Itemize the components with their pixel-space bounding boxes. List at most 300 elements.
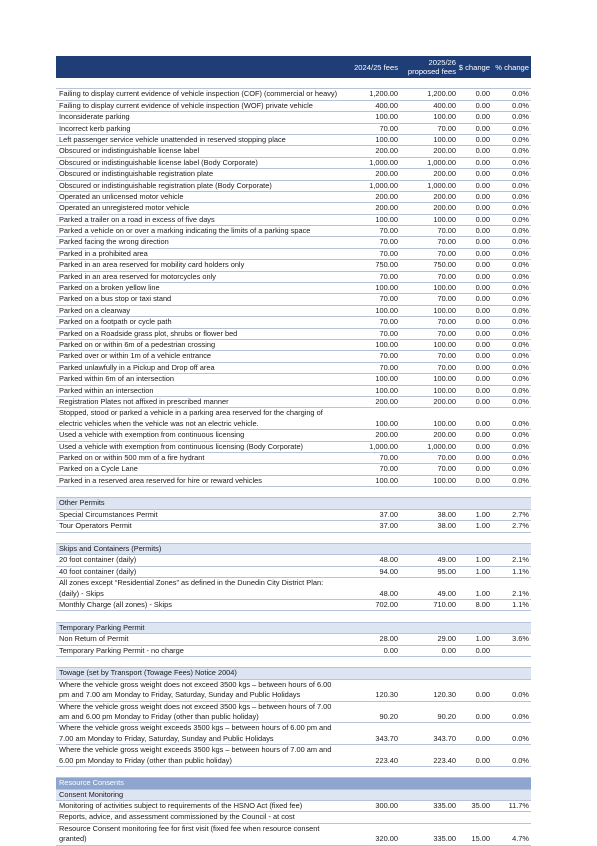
- header-2025-fees-line2: proposed fees: [407, 67, 456, 76]
- percent-change: 0.0%: [512, 339, 529, 349]
- fee-description: Stopped, stood or parked a vehicle in a parking area reserved for the charging of electric vehicles when the vehicle was not an electric vehicle.: [59, 408, 323, 428]
- fee-2024-25: 200.00: [375, 146, 398, 156]
- section-heading-label: Temporary Parking Permit: [59, 622, 145, 632]
- fee-2025-26: 223.40: [433, 755, 456, 765]
- table-row: [56, 89, 531, 100]
- fee-2025-26: 100.00: [433, 283, 456, 293]
- table-row: [56, 386, 531, 397]
- fee-2025-26: 70.00: [437, 294, 456, 304]
- table-row: [56, 646, 531, 657]
- fee-2025-26: 38.00: [437, 521, 456, 531]
- fee-2024-25: 28.00: [379, 634, 398, 644]
- percent-change: 0.0%: [512, 283, 529, 293]
- section-heading: [56, 790, 531, 801]
- fee-2024-25: 120.30: [375, 690, 398, 700]
- percent-change: 1.1%: [512, 566, 529, 576]
- table-row: [56, 112, 531, 123]
- percent-change: 0.0%: [512, 430, 529, 440]
- dollar-change: 1.00: [475, 634, 490, 644]
- fee-description: Parked on a clearway: [59, 305, 131, 315]
- table-row: [56, 181, 531, 192]
- percent-change: 0.0%: [512, 305, 529, 315]
- fee-2024-25: 70.00: [379, 271, 398, 281]
- dollar-change: 0.00: [475, 100, 490, 110]
- fee-2024-25: 100.00: [375, 305, 398, 315]
- fee-2025-26: 1,200.00: [427, 89, 456, 99]
- percent-change: 0.0%: [512, 385, 529, 395]
- table-row: [56, 124, 531, 135]
- percent-change: 0.0%: [512, 755, 529, 765]
- fee-2024-25: 200.00: [375, 396, 398, 406]
- table-row: [56, 430, 531, 441]
- dollar-change: 1.00: [475, 509, 490, 519]
- dollar-change: 0.00: [475, 271, 490, 281]
- percent-change: 0.0%: [512, 294, 529, 304]
- fee-2024-25: 0.00: [383, 645, 398, 655]
- fee-description: Parked over or within 1m of a vehicle entrance: [59, 351, 211, 361]
- fee-2024-25: 200.00: [375, 169, 398, 179]
- fee-2025-26: 200.00: [433, 430, 456, 440]
- dollar-change: 1.00: [475, 566, 490, 576]
- fee-2025-26: 120.30: [433, 690, 456, 700]
- fee-description: Where the vehicle gross weight exceeds 3500 kgs – between hours of 6.00 pm and 7.00 am Monday to Friday, Saturday, Sunday and Public Holidays: [59, 723, 332, 743]
- spacer-row: [56, 487, 531, 498]
- percent-change: 2.7%: [512, 521, 529, 531]
- fee-2025-26: 100.00: [433, 475, 456, 485]
- dollar-change: 1.00: [475, 521, 490, 531]
- fee-2025-26: 70.00: [437, 317, 456, 327]
- fee-2024-25: 223.40: [375, 755, 398, 765]
- fee-2025-26: 29.00: [437, 634, 456, 644]
- fee-2024-25: 70.00: [379, 328, 398, 338]
- fee-2024-25: 37.00: [379, 509, 398, 519]
- fee-2025-26: 49.00: [437, 555, 456, 565]
- fee-2024-25: 70.00: [379, 248, 398, 258]
- fee-2025-26: 400.00: [433, 100, 456, 110]
- fee-description: Obscured or indistinguishable registration plate (Body Corporate): [59, 180, 272, 190]
- fee-2024-25: 343.70: [375, 733, 398, 743]
- fee-description: Special Circumstances Permit: [59, 509, 158, 519]
- dollar-change: 0.00: [475, 339, 490, 349]
- fee-2024-25: 320.00: [375, 834, 398, 844]
- fee-2025-26: 1,000.00: [427, 441, 456, 451]
- table-row: [56, 158, 531, 169]
- section-heading-label: Skips and Containers (Permits): [59, 544, 162, 554]
- table-row: [56, 169, 531, 180]
- fee-description: Parked on or within 500 mm of a fire hydrant: [59, 452, 205, 462]
- percent-change: 0.0%: [512, 237, 529, 247]
- fee-2025-26: 100.00: [433, 305, 456, 315]
- table-row: [56, 260, 531, 271]
- percent-change: 0.0%: [512, 214, 529, 224]
- table-row: [56, 135, 531, 146]
- fee-description: Parked a trailer on a road in excess of five days: [59, 214, 215, 224]
- fee-description: Registration Plates not affixed in prescribed manner: [59, 396, 229, 406]
- dollar-change: 0.00: [475, 464, 490, 474]
- fee-description: Where the vehicle gross weight does not exceed 3500 kgs – between hours of 6.00 pm and 7.00 am Monday to Friday, Saturday, Sunday and Public Holidays: [59, 679, 332, 700]
- fee-2024-25: 100.00: [375, 418, 398, 428]
- fee-2024-25: 400.00: [375, 100, 398, 110]
- fee-2024-25: 37.00: [379, 521, 398, 531]
- dollar-change: 15.00: [471, 834, 490, 844]
- fee-2025-26: 100.00: [433, 214, 456, 224]
- spacer-row: [56, 611, 531, 622]
- percent-change: 0.0%: [512, 317, 529, 327]
- fee-2025-26: 70.00: [437, 226, 456, 236]
- section-heading: [56, 668, 531, 679]
- fee-2024-25: 200.00: [375, 430, 398, 440]
- fee-description: Parked in a prohibited area: [59, 248, 148, 258]
- fee-description: Used a vehicle with exemption from continuous licensing: [59, 430, 245, 440]
- dollar-change: 0.00: [475, 134, 490, 144]
- dollar-change: 0.00: [475, 385, 490, 395]
- fee-description: Tour Operators Permit: [59, 521, 132, 531]
- dollar-change: 0.00: [475, 191, 490, 201]
- fee-description: Reports, advice, and assessment commissioned by the Council - at cost: [59, 812, 295, 822]
- fee-description: Resource Consent monitoring fee for first visit (fixed fee when resource consent granted): [59, 823, 320, 844]
- fee-2025-26: 100.00: [433, 134, 456, 144]
- fee-description: Parked in an area reserved for mobility card holders only: [59, 260, 245, 270]
- fee-description: Parked in an area reserved for motorcycles only: [59, 271, 216, 281]
- percent-change: 0.0%: [512, 271, 529, 281]
- table-row: [56, 578, 531, 600]
- table-row: [56, 283, 531, 294]
- fee-2025-26: 710.00: [433, 600, 456, 609]
- dollar-change: 0.00: [475, 112, 490, 122]
- table-row: [56, 634, 531, 645]
- fee-description: Parked on a bus stop or taxi stand: [59, 294, 172, 304]
- dollar-change: 0.00: [475, 214, 490, 224]
- fee-2025-26: 90.20: [437, 711, 456, 721]
- dollar-change: 0.00: [475, 89, 490, 99]
- section-heading: [56, 498, 531, 509]
- table-row: [56, 226, 531, 237]
- fee-2024-25: 70.00: [379, 294, 398, 304]
- table-row: [56, 745, 531, 767]
- table-row: [56, 476, 531, 487]
- percent-change: 0.0%: [512, 351, 529, 361]
- fee-2024-25: 100.00: [375, 374, 398, 384]
- dollar-change: 0.00: [475, 418, 490, 428]
- fee-description: Where the vehicle gross weight does not exceed 3500 kgs – between hours of 7.00 am and 6.00 pm Monday to Friday (other than public holiday): [59, 701, 332, 721]
- dollar-change: 0.00: [475, 180, 490, 190]
- dollar-change: 0.00: [475, 441, 490, 451]
- fee-2024-25: 70.00: [379, 237, 398, 247]
- dollar-change: 0.00: [475, 475, 490, 485]
- fee-description: Parked on a broken yellow line: [59, 283, 160, 293]
- dollar-change: 35.00: [471, 801, 490, 811]
- fee-description: Operated an unregistered motor vehicle: [59, 203, 190, 213]
- fee-2025-26: 200.00: [433, 146, 456, 156]
- fee-2025-26: 200.00: [433, 203, 456, 213]
- fee-2025-26: 335.00: [433, 801, 456, 811]
- table-row: [56, 317, 531, 328]
- fee-2024-25: 200.00: [375, 203, 398, 213]
- percent-change: 2.7%: [512, 509, 529, 519]
- percent-change: 0.0%: [512, 146, 529, 156]
- fee-2025-26: 70.00: [437, 237, 456, 247]
- percent-change: 2.1%: [512, 555, 529, 565]
- dollar-change: 0.00: [475, 452, 490, 462]
- percent-change: 0.0%: [512, 362, 529, 372]
- dollar-change: 0.00: [475, 396, 490, 406]
- percent-change: 0.0%: [512, 328, 529, 338]
- section-heading: [56, 778, 531, 789]
- table-row: [56, 329, 531, 340]
- table-row: [56, 306, 531, 317]
- fee-2025-26: 70.00: [437, 328, 456, 338]
- fee-2024-25: 1,000.00: [369, 180, 398, 190]
- table-row: [56, 272, 531, 283]
- fee-description: Monitoring of activities subject to requirements of the HSNO Act (fixed fee): [59, 801, 303, 811]
- percent-change: 0.0%: [512, 475, 529, 485]
- dollar-change: 0.00: [475, 203, 490, 213]
- fee-2024-25: 100.00: [375, 475, 398, 485]
- fee-2024-25: 1,000.00: [369, 441, 398, 451]
- fee-description: Parked within 6m of an intersection: [59, 374, 175, 384]
- table-row: [56, 397, 531, 408]
- fee-2025-26: 38.00: [437, 509, 456, 519]
- table-row: [56, 374, 531, 385]
- percent-change: 3.6%: [512, 634, 529, 644]
- fee-description: Operated an unlicensed motor vehicle: [59, 191, 184, 201]
- section-heading-label: Towage (set by Transport (Towage Fees) Notice 2004): [59, 668, 237, 678]
- percent-change: 0.0%: [512, 169, 529, 179]
- dollar-change: 0.00: [475, 317, 490, 327]
- fee-2024-25: 70.00: [379, 452, 398, 462]
- table-row: [56, 249, 531, 260]
- header-2025-fees-line1: 2025/26: [428, 58, 456, 67]
- dollar-change: 0.00: [475, 328, 490, 338]
- fee-2024-25: 48.00: [379, 588, 398, 598]
- fee-2025-26: 70.00: [437, 362, 456, 372]
- fee-description: Parked in a reserved area reserved for hire or reward vehicles: [59, 475, 262, 485]
- fee-2025-26: 335.00: [433, 834, 456, 844]
- fee-description: Parked unlawfully in a Pickup and Drop off area: [59, 362, 215, 372]
- table-row: [56, 510, 531, 521]
- dollar-change: 0.00: [475, 157, 490, 167]
- header-percent-change: % change: [495, 63, 529, 72]
- fee-2024-25: 200.00: [375, 191, 398, 201]
- table-row: [56, 215, 531, 226]
- table-row: [56, 351, 531, 362]
- fee-description: Failing to display current evidence of vehicle inspection (WOF) private vehicle: [59, 100, 313, 110]
- percent-change: 0.0%: [512, 260, 529, 270]
- fee-description: Parked on a footpath or cycle path: [59, 317, 172, 327]
- percent-change: 0.0%: [512, 396, 529, 406]
- percent-change: 0.0%: [512, 374, 529, 384]
- fee-2025-26: 100.00: [433, 374, 456, 384]
- percent-change: 0.0%: [512, 464, 529, 474]
- fee-2025-26: 95.00: [437, 566, 456, 576]
- dollar-change: 1.00: [475, 588, 490, 598]
- fee-2024-25: 70.00: [379, 351, 398, 361]
- dollar-change: 0.00: [475, 374, 490, 384]
- fee-2025-26: 70.00: [437, 271, 456, 281]
- fee-2024-25: 70.00: [379, 362, 398, 372]
- fee-description: Temporary Parking Permit - no charge: [59, 645, 184, 655]
- fee-2025-26: 70.00: [437, 464, 456, 474]
- percent-change: 0.0%: [512, 134, 529, 144]
- dollar-change: 0.00: [475, 351, 490, 361]
- table-row: [56, 294, 531, 305]
- table-row: [56, 146, 531, 157]
- dollar-change: 0.00: [475, 362, 490, 372]
- fee-2024-25: 1,000.00: [369, 157, 398, 167]
- fee-description: Obscured or indistinguishable license label: [59, 146, 200, 156]
- dollar-change: 0.00: [475, 690, 490, 700]
- percent-change: 4.7%: [512, 834, 529, 844]
- spacer-row: [56, 767, 531, 778]
- fee-description: Parked on or within 6m of a pedestrian crossing: [59, 339, 216, 349]
- fee-2025-26: 70.00: [437, 248, 456, 258]
- section-heading-label: Other Permits: [59, 498, 105, 508]
- dollar-change: 0.00: [475, 645, 490, 655]
- table-row: [56, 680, 531, 702]
- fee-2024-25: 100.00: [375, 385, 398, 395]
- percent-change: 11.7%: [508, 801, 529, 811]
- dollar-change: 0.00: [475, 146, 490, 156]
- table-row: [56, 702, 531, 724]
- dollar-change: 0.00: [475, 755, 490, 765]
- fee-2024-25: 300.00: [375, 801, 398, 811]
- fee-2024-25: 94.00: [379, 566, 398, 576]
- fee-2024-25: 100.00: [375, 214, 398, 224]
- percent-change: 0.0%: [512, 418, 529, 428]
- fee-2025-26: 70.00: [437, 123, 456, 133]
- section-heading-label: Resource Consents: [59, 778, 124, 788]
- header-2024-fees: 2024/25 fees: [354, 63, 398, 72]
- table-row: [56, 192, 531, 203]
- fees-table: [56, 56, 531, 846]
- fee-description: Parked facing the wrong direction: [59, 237, 169, 247]
- fee-2024-25: 70.00: [379, 123, 398, 133]
- percent-change: 0.0%: [512, 690, 529, 700]
- header-dollar-change: $ change: [458, 63, 490, 72]
- percent-change: 0.0%: [512, 89, 529, 99]
- dollar-change: 0.00: [475, 260, 490, 270]
- fee-2024-25: 100.00: [375, 134, 398, 144]
- fee-2024-25: 48.00: [379, 555, 398, 565]
- percent-change: 0.0%: [512, 711, 529, 721]
- table-row: [56, 237, 531, 248]
- dollar-change: 0.00: [475, 294, 490, 304]
- dollar-change: 8.00: [475, 600, 490, 609]
- table-row: [56, 408, 531, 430]
- percent-change: 0.0%: [512, 452, 529, 462]
- fee-description: Monthly Charge (all zones) - Skips: [59, 600, 172, 609]
- percent-change: 0.0%: [512, 191, 529, 201]
- fee-description: Left passenger service vehicle unattended in reserved stopping place: [59, 134, 286, 144]
- fee-2025-26: 1,000.00: [427, 180, 456, 190]
- dollar-change: 0.00: [475, 169, 490, 179]
- fee-2024-25: 100.00: [375, 283, 398, 293]
- fee-2025-26: 343.70: [433, 733, 456, 743]
- percent-change: 0.0%: [512, 100, 529, 110]
- dollar-change: 0.00: [475, 237, 490, 247]
- fee-2024-25: 100.00: [375, 112, 398, 122]
- table-row: [56, 600, 531, 611]
- table-row: [56, 203, 531, 214]
- percent-change: 1.1%: [512, 600, 529, 609]
- table-row: [56, 801, 531, 812]
- table-row: [56, 812, 531, 823]
- percent-change: 0.0%: [512, 123, 529, 133]
- fee-2025-26: 1,000.00: [427, 157, 456, 167]
- fee-2025-26: 70.00: [437, 452, 456, 462]
- table-body: [56, 78, 531, 846]
- fee-2025-26: 100.00: [433, 112, 456, 122]
- table-row: [56, 723, 531, 745]
- percent-change: 0.0%: [512, 112, 529, 122]
- fee-2024-25: 702.00: [375, 600, 398, 609]
- table-row: [56, 442, 531, 453]
- fee-2024-25: 70.00: [379, 226, 398, 236]
- table-header: [56, 56, 531, 78]
- fee-description: Obscured or indistinguishable registration plate: [59, 169, 214, 179]
- percent-change: 0.0%: [512, 203, 529, 213]
- dollar-change: 0.00: [475, 711, 490, 721]
- fee-2025-26: 100.00: [433, 339, 456, 349]
- table-row: [56, 101, 531, 112]
- fee-2025-26: 100.00: [433, 418, 456, 428]
- table-row: [56, 453, 531, 464]
- table-row: [56, 555, 531, 566]
- dollar-change: 0.00: [475, 248, 490, 258]
- fee-2024-25: 1,200.00: [369, 89, 398, 99]
- fee-description: Non Return of Permit: [59, 634, 129, 644]
- fee-2025-26: 200.00: [433, 396, 456, 406]
- fee-description: 40 foot container (daily): [59, 566, 137, 576]
- dollar-change: 0.00: [475, 283, 490, 293]
- section-heading: [56, 623, 531, 634]
- fee-description: Parked on a Cycle Lane: [59, 464, 138, 474]
- fee-2025-26: 100.00: [433, 385, 456, 395]
- table-row: [56, 340, 531, 351]
- fee-description: Failing to display current evidence of vehicle inspection (COF) (commercial or heavy): [59, 89, 338, 99]
- fee-description: All zones except “Residential Zones” as defined in the Dunedin City District Plan: (daily) - Skips: [59, 578, 324, 598]
- dollar-change: 0.00: [475, 123, 490, 133]
- table-row: [56, 824, 531, 846]
- fee-2024-25: 750.00: [375, 260, 398, 270]
- fee-description: Incorrect kerb parking: [59, 123, 131, 133]
- dollar-change: 0.00: [475, 430, 490, 440]
- fee-2024-25: 70.00: [379, 464, 398, 474]
- percent-change: 0.0%: [512, 226, 529, 236]
- fee-2025-26: 0.00: [441, 645, 456, 655]
- fee-description: Inconsiderate parking: [59, 112, 130, 122]
- fee-2025-26: 200.00: [433, 169, 456, 179]
- table-row: [56, 521, 531, 532]
- fee-description: Parked a vehicle on or over a marking indicating the limits of a parking space: [59, 226, 311, 236]
- dollar-change: 0.00: [475, 226, 490, 236]
- fee-description: 20 foot container (daily): [59, 555, 137, 565]
- fee-2025-26: 750.00: [433, 260, 456, 270]
- fee-2024-25: 90.20: [379, 711, 398, 721]
- dollar-change: 0.00: [475, 305, 490, 315]
- spacer-row: [56, 657, 531, 668]
- fee-description: Used a vehicle with exemption from continuous licensing (Body Corporate): [59, 441, 304, 451]
- percent-change: 0.0%: [512, 441, 529, 451]
- fee-description: Obscured or indistinguishable license label (Body Corporate): [59, 157, 258, 167]
- percent-change: 0.0%: [512, 157, 529, 167]
- dollar-change: 1.00: [475, 555, 490, 565]
- fee-2025-26: 49.00: [437, 588, 456, 598]
- percent-change: 2.1%: [512, 588, 529, 598]
- fee-2024-25: 70.00: [379, 317, 398, 327]
- fee-description: Parked on a Roadside grass plot, shrubs or flower bed: [59, 328, 238, 338]
- percent-change: 0.0%: [512, 180, 529, 190]
